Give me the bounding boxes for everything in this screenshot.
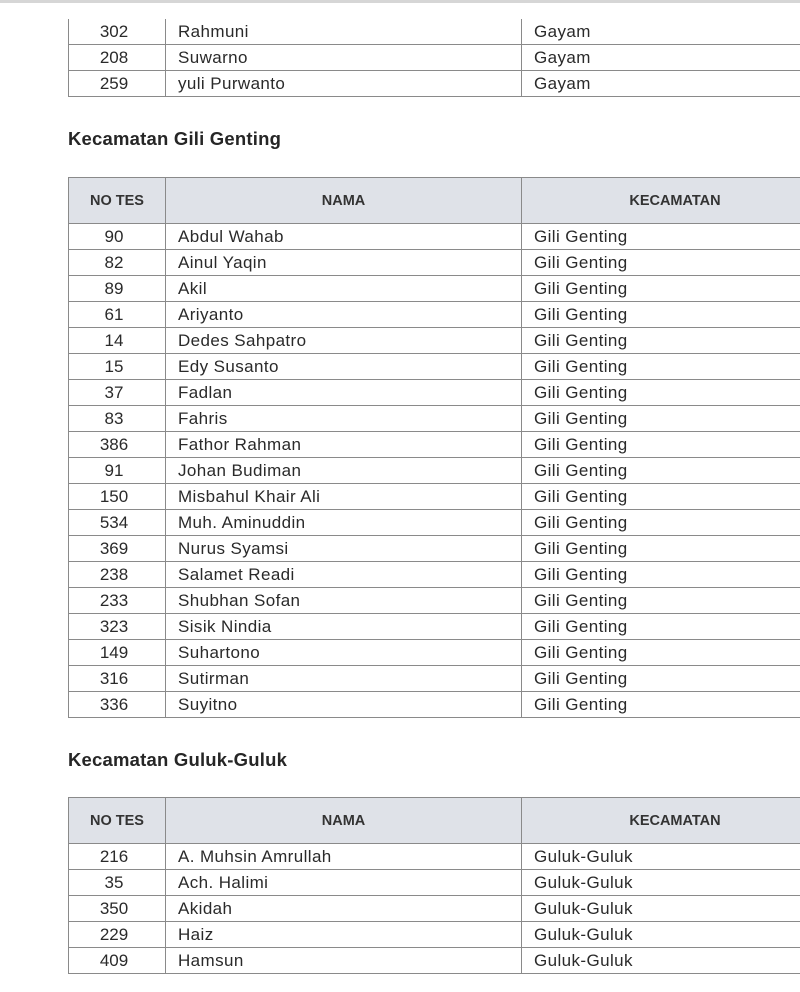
cell-nama: Fahris (166, 406, 522, 432)
cell-nama: Johan Budiman (166, 458, 522, 484)
cell-nama: Fadlan (166, 380, 522, 406)
cell-kecamatan: Guluk-Guluk (522, 870, 800, 896)
cell-nama: Muh. Aminuddin (166, 510, 522, 536)
header-no-tes: NO TES (69, 178, 166, 224)
cell-kecamatan: Gili Genting (522, 562, 800, 588)
cell-kecamatan: Gili Genting (522, 614, 800, 640)
cell-kecamatan: Guluk-Guluk (522, 896, 800, 922)
cell-no-tes: 91 (69, 458, 166, 484)
table-row (69, 640, 800, 666)
cell-no-tes: 409 (69, 948, 166, 974)
cell-kecamatan: Gayam (522, 45, 800, 71)
header-nama: NAMA (166, 798, 522, 844)
cell-nama: Hamsun (166, 948, 522, 974)
table-row (69, 224, 800, 250)
cell-nama: Nurus Syamsi (166, 536, 522, 562)
table-header-row (69, 178, 800, 224)
table-row (69, 588, 800, 614)
header-nama: NAMA (166, 178, 522, 224)
table-row (69, 562, 800, 588)
table-header-row (69, 798, 800, 844)
cell-kecamatan: Guluk-Guluk (522, 844, 800, 870)
cell-nama: Ariyanto (166, 302, 522, 328)
cell-kecamatan: Guluk-Guluk (522, 948, 800, 974)
cell-nama: Misbahul Khair Ali (166, 484, 522, 510)
table-row (69, 484, 800, 510)
cell-no-tes: 534 (69, 510, 166, 536)
cell-no-tes: 229 (69, 922, 166, 948)
cell-kecamatan: Gili Genting (522, 432, 800, 458)
header-no-tes: NO TES (69, 798, 166, 844)
cell-nama: Salamet Readi (166, 562, 522, 588)
cell-kecamatan: Gili Genting (522, 484, 800, 510)
cell-kecamatan: Gili Genting (522, 250, 800, 276)
cell-nama: Edy Susanto (166, 354, 522, 380)
table-row (69, 536, 800, 562)
table-row (69, 45, 800, 71)
cell-no-tes: 386 (69, 432, 166, 458)
table-row (69, 896, 800, 922)
table-row (69, 19, 800, 45)
cell-no-tes: 316 (69, 666, 166, 692)
cell-nama: Akidah (166, 896, 522, 922)
cell-nama: Sutirman (166, 666, 522, 692)
cell-no-tes: 302 (69, 19, 166, 45)
cell-nama: Fathor Rahman (166, 432, 522, 458)
cell-kecamatan: Gili Genting (522, 536, 800, 562)
gayam-table-continued (68, 19, 800, 97)
table-row (69, 302, 800, 328)
gili-genting-table (68, 177, 800, 718)
cell-no-tes: 61 (69, 302, 166, 328)
cell-no-tes: 149 (69, 640, 166, 666)
cell-kecamatan: Gayam (522, 19, 800, 45)
cell-nama: Ainul Yaqin (166, 250, 522, 276)
cell-no-tes: 233 (69, 588, 166, 614)
cell-kecamatan: Gili Genting (522, 458, 800, 484)
table-row (69, 458, 800, 484)
cell-kecamatan: Gili Genting (522, 380, 800, 406)
cell-kecamatan: Gili Genting (522, 666, 800, 692)
table-row (69, 614, 800, 640)
table-row (69, 844, 800, 870)
cell-kecamatan: Gili Genting (522, 692, 800, 718)
table-row (69, 71, 800, 97)
cell-no-tes: 238 (69, 562, 166, 588)
guluk-guluk-table (68, 797, 800, 974)
table-row (69, 922, 800, 948)
cell-no-tes: 37 (69, 380, 166, 406)
cell-kecamatan: Gili Genting (522, 354, 800, 380)
cell-kecamatan: Gili Genting (522, 640, 800, 666)
cell-nama: yuli Purwanto (166, 71, 522, 97)
table-row (69, 510, 800, 536)
header-kecamatan: KECAMATAN (522, 178, 800, 224)
cell-no-tes: 15 (69, 354, 166, 380)
table-row (69, 354, 800, 380)
cell-nama: Dedes Sahpatro (166, 328, 522, 354)
cell-nama: Shubhan Sofan (166, 588, 522, 614)
table-row (69, 276, 800, 302)
table-row (69, 328, 800, 354)
cell-no-tes: 336 (69, 692, 166, 718)
section-heading-gili-genting: Kecamatan Gili Genting (68, 128, 282, 149)
cell-kecamatan: Gili Genting (522, 302, 800, 328)
cell-no-tes: 323 (69, 614, 166, 640)
cell-no-tes: 208 (69, 45, 166, 71)
cell-no-tes: 14 (69, 328, 166, 354)
cell-kecamatan: Guluk-Guluk (522, 922, 800, 948)
cell-no-tes: 350 (69, 896, 166, 922)
cell-no-tes: 82 (69, 250, 166, 276)
table-row (69, 406, 800, 432)
table-row (69, 380, 800, 406)
cell-nama: A. Muhsin Amrullah (166, 844, 522, 870)
table-row (69, 666, 800, 692)
cell-no-tes: 90 (69, 224, 166, 250)
cell-kecamatan: Gili Genting (522, 588, 800, 614)
cell-nama: Suyitno (166, 692, 522, 718)
cell-nama: Suwarno (166, 45, 522, 71)
page-top-edge (0, 0, 800, 3)
cell-kecamatan: Gili Genting (522, 510, 800, 536)
cell-kecamatan: Gayam (522, 71, 800, 97)
table-row (69, 692, 800, 718)
section-heading-guluk-guluk: Kecamatan Guluk-Guluk (68, 749, 288, 770)
cell-no-tes: 83 (69, 406, 166, 432)
cell-nama: Sisik Nindia (166, 614, 522, 640)
header-kecamatan: KECAMATAN (522, 798, 800, 844)
cell-nama: Rahmuni (166, 19, 522, 45)
table-row (69, 432, 800, 458)
table-row (69, 948, 800, 974)
cell-kecamatan: Gili Genting (522, 328, 800, 354)
cell-kecamatan: Gili Genting (522, 406, 800, 432)
cell-no-tes: 216 (69, 844, 166, 870)
cell-no-tes: 150 (69, 484, 166, 510)
cell-no-tes: 89 (69, 276, 166, 302)
cell-kecamatan: Gili Genting (522, 224, 800, 250)
table-row (69, 250, 800, 276)
cell-nama: Ach. Halimi (166, 870, 522, 896)
cell-no-tes: 35 (69, 870, 166, 896)
cell-nama: Haiz (166, 922, 522, 948)
cell-kecamatan: Gili Genting (522, 276, 800, 302)
cell-nama: Suhartono (166, 640, 522, 666)
cell-no-tes: 259 (69, 71, 166, 97)
table-row (69, 870, 800, 896)
cell-nama: Akil (166, 276, 522, 302)
cell-nama: Abdul Wahab (166, 224, 522, 250)
cell-no-tes: 369 (69, 536, 166, 562)
